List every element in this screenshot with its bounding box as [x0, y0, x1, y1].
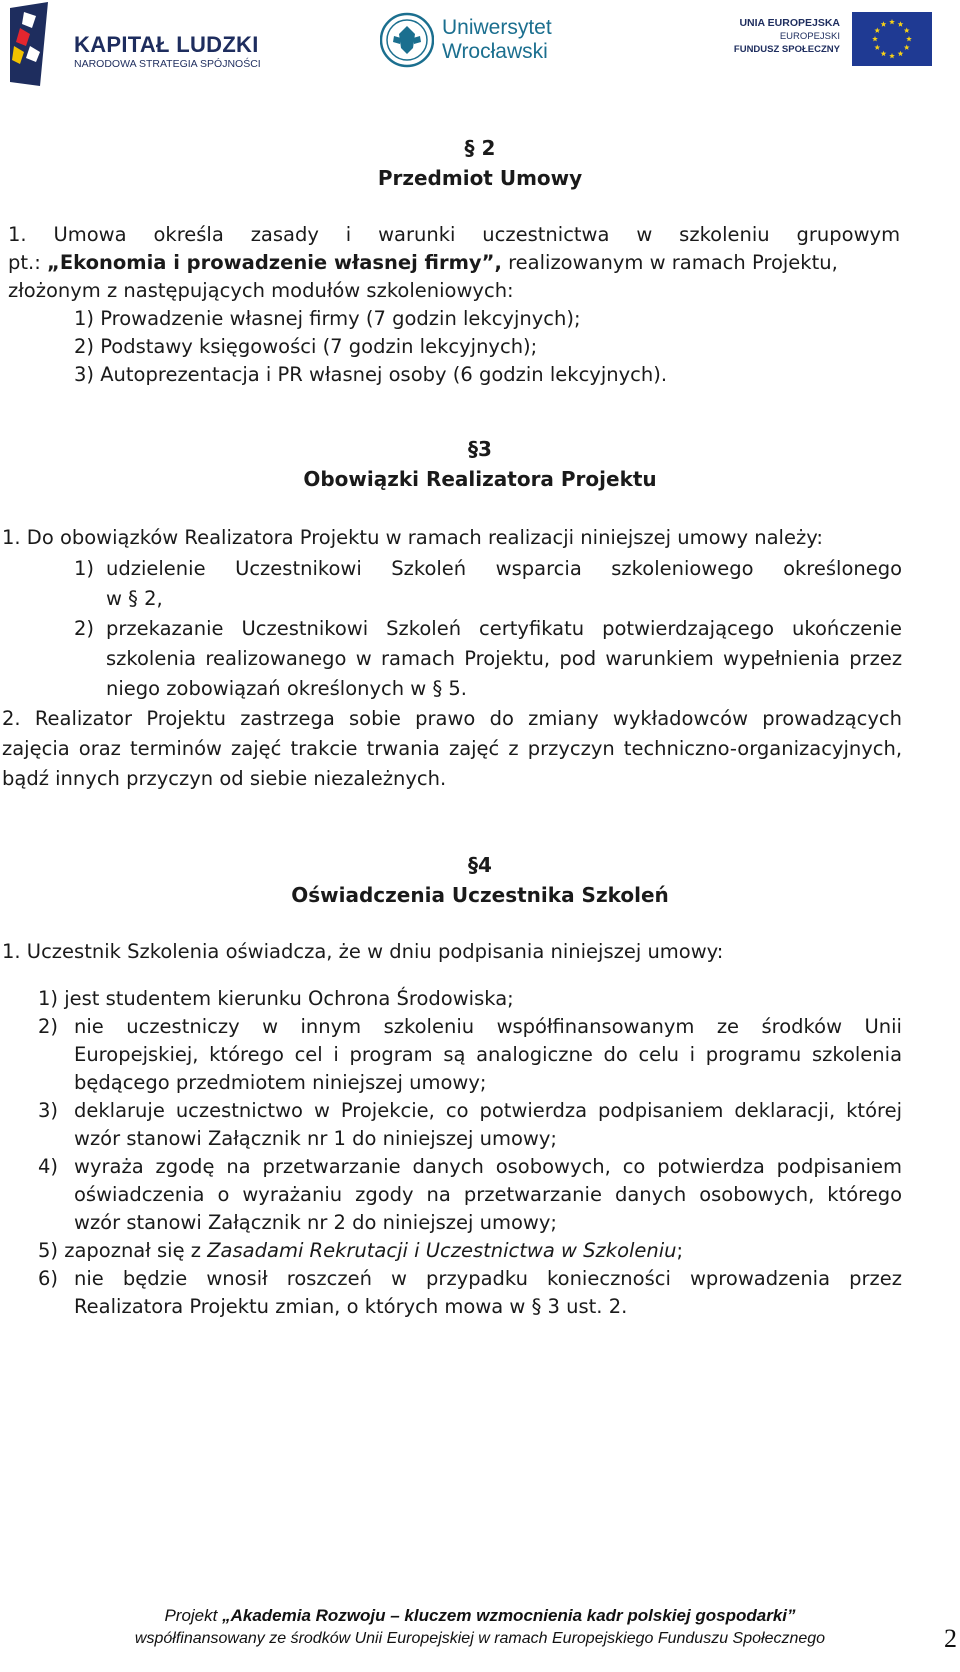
- word: zgody: [355, 1183, 414, 1206]
- section-2-paragraph-line1: [8, 220, 900, 250]
- word: danych: [614, 1183, 687, 1206]
- word: nie: [74, 1267, 104, 1290]
- word: analogiczne: [476, 1043, 593, 1066]
- eu-line2: EUROPEJSKI: [779, 31, 840, 42]
- word: potwierdzającego: [602, 617, 775, 640]
- obligation-item-1-line1: [106, 554, 902, 584]
- word: której: [846, 1099, 903, 1122]
- word: na: [226, 1155, 251, 1178]
- word: Unii: [864, 1015, 902, 1038]
- word: uczestniczy: [126, 1015, 240, 1038]
- word: Realizator: [34, 707, 133, 730]
- list-number: 1): [74, 557, 95, 580]
- word: środków: [761, 1015, 843, 1038]
- word: szkoleniowego: [611, 557, 754, 580]
- page-header: [0, 0, 960, 96]
- section-3-title: Obowiązki Realizatora Projektu: [303, 467, 657, 491]
- word: wykładowców: [612, 707, 749, 730]
- word: nie: [74, 1015, 104, 1038]
- declaration-item-4-line1: [74, 1152, 902, 1182]
- project-name: „Akademia Rozwoju – kluczem wzmocnienia kadr polskiej gospodarki”: [222, 1606, 796, 1625]
- word: szkoleniu: [383, 1015, 475, 1038]
- word: trwania: [366, 737, 440, 760]
- word: i: [333, 1043, 339, 1066]
- word: i: [689, 1043, 696, 1066]
- word: w: [391, 1267, 407, 1290]
- word: pod: [559, 647, 597, 670]
- word: przetwarzanie: [463, 1183, 602, 1206]
- section-2-title: Przedmiot Umowy: [377, 166, 583, 190]
- word: zgodę: [155, 1155, 215, 1178]
- word: prawo: [415, 707, 476, 730]
- module-item-1: 1) Prowadzenie własnej firmy (7 godzin lekcyjnych);: [74, 307, 581, 330]
- word: cel: [294, 1043, 323, 1066]
- word: co: [445, 1099, 469, 1122]
- word: będzie: [122, 1267, 188, 1290]
- word: program: [349, 1043, 433, 1066]
- section-3-paragraph-2-line1: [2, 704, 902, 734]
- word: Szkoleń: [391, 557, 467, 580]
- word: innym: [300, 1015, 362, 1038]
- training-name: „Ekonomia i prowadzenie własnej firmy”,: [47, 251, 502, 274]
- section-2-paragraph-line3: złożonym z następujących modułów szkoleniowych:: [8, 279, 514, 302]
- word: szkoleniu: [679, 223, 770, 246]
- declaration-item-5: [38, 1236, 683, 1266]
- word: co: [622, 1155, 646, 1178]
- word: warunkiem: [605, 647, 714, 670]
- list-number: 4): [38, 1155, 59, 1178]
- word: o: [217, 1183, 230, 1206]
- section-3-paragraph-1: 1. Do obowiązków Realizatora Projektu w ramach realizacji niniejszej umowy należy:: [2, 526, 823, 549]
- word: przez: [849, 647, 903, 670]
- word: osobowych,: [495, 1155, 611, 1178]
- word: zastrzega: [240, 707, 335, 730]
- word: techniczno-organizacyjnych,: [623, 737, 903, 760]
- page-number: 2: [944, 1624, 957, 1653]
- word: określonego: [783, 557, 903, 580]
- word: Projektu: [146, 707, 226, 730]
- word: przekazanie: [106, 617, 224, 640]
- word: grupowym: [796, 223, 901, 246]
- word: sobie: [349, 707, 401, 730]
- word: do: [489, 707, 514, 730]
- eu-logo: [733, 10, 932, 66]
- eu-flag-icon: [852, 12, 932, 66]
- section-3-number: §3: [468, 437, 492, 461]
- declaration-item-1: 1) jest studentem kierunku Ochrona Środowiska;: [38, 987, 514, 1010]
- section-4-title: Oświadczenia Uczestnika Szkoleń: [291, 883, 669, 907]
- word: zasady: [250, 223, 319, 246]
- footer-line-2: współfinansowany ze środków Unii Europejskiej w ramach Europejskiego Funduszu Społecznego: [134, 1630, 826, 1647]
- word: Umowa: [53, 223, 127, 246]
- obligation-item-2-line1: [106, 614, 902, 644]
- word: prowadzących: [762, 707, 902, 730]
- word: w: [313, 1099, 330, 1122]
- word: współfinansowanym: [496, 1015, 695, 1038]
- word: ze: [716, 1015, 740, 1038]
- declaration-item-2-line1: [74, 1012, 902, 1042]
- word: którego: [209, 1043, 284, 1066]
- word: są: [443, 1043, 466, 1066]
- word: którego: [827, 1183, 903, 1206]
- word: Projekcie,: [340, 1099, 435, 1122]
- declaration-item-6-line2: Realizatora Projektu zmian, o których mowa w § 3 ust. 2.: [74, 1295, 628, 1318]
- word: w: [355, 647, 372, 670]
- word: 2.: [2, 707, 21, 730]
- declaration-item-3-line2: wzór stanowi Załącznik nr 1 do niniejszej umowy;: [74, 1127, 557, 1150]
- word: konieczności: [547, 1267, 671, 1290]
- section-4-paragraph-1: 1. Uczestnik Szkolenia oświadcza, że w dniu podpisania niniejszej umowy:: [2, 940, 724, 963]
- word: szkolenia: [106, 647, 197, 670]
- word: Uczestnikowi: [241, 617, 369, 640]
- university-crest-icon: [380, 12, 434, 68]
- word: potwierdza: [479, 1099, 588, 1122]
- module-item-2: 2) Podstawy księgowości (7 godzin lekcyjnych);: [74, 335, 538, 358]
- word: trakcie: [290, 737, 358, 760]
- university-name-line1: Uniwersytet: [442, 16, 552, 39]
- list-number: 2): [74, 617, 95, 640]
- word: wprowadzenia: [689, 1267, 831, 1290]
- word: osobowych,: [699, 1183, 815, 1206]
- university-logo: [380, 12, 580, 72]
- section-3-paragraph-2-line2: [2, 734, 902, 764]
- word: przez: [849, 1267, 902, 1290]
- kapital-ludzki-logo: [10, 2, 272, 86]
- word: ukończenie: [792, 617, 903, 640]
- word: oświadczenia: [74, 1183, 205, 1206]
- declaration-item-2-line2: [74, 1040, 902, 1070]
- word: Uczestnikowi: [235, 557, 362, 580]
- word: wyrażaniu: [242, 1183, 343, 1206]
- text: pt.:: [8, 251, 47, 274]
- word: wsparcia: [495, 557, 582, 580]
- eu-logo-text: [734, 16, 840, 56]
- list-number: 2): [38, 1015, 59, 1038]
- text: realizowanym w ramach Projektu,: [501, 251, 838, 274]
- kapital-ludzki-title: KAPITAŁ LUDZKI: [74, 32, 259, 57]
- word: zmiany: [528, 707, 599, 730]
- word: przyczyn: [527, 737, 615, 760]
- text: Projekt: [164, 1606, 223, 1625]
- word: deklaruje: [74, 1099, 165, 1122]
- section-2-number: § 2: [464, 136, 496, 160]
- word: w: [262, 1015, 279, 1038]
- footer-line-1: [0, 1606, 960, 1626]
- word: udzielenie: [106, 557, 206, 580]
- word: i: [345, 223, 352, 246]
- declaration-item-4-line3: wzór stanowi Załącznik nr 2 do niniejszej umowy;: [74, 1211, 557, 1234]
- list-number: 3): [38, 1099, 59, 1122]
- declaration-item-4-line2: [74, 1180, 902, 1210]
- word: oraz: [78, 737, 121, 760]
- declaration-item-6-line1: [74, 1264, 902, 1294]
- kapital-ludzki-subtitle: NARODOWA STRATEGIA SPÓJNOŚCI: [74, 58, 261, 70]
- word: ramach: [380, 647, 455, 670]
- word: potwierdza: [657, 1155, 765, 1178]
- word: uczestnictwo: [175, 1099, 303, 1122]
- word: wyraża: [74, 1155, 144, 1178]
- word: 1.: [8, 223, 27, 246]
- document-reference: Zasadami Rekrutacji i Uczestnictwa w Szkoleniu: [207, 1239, 677, 1262]
- obligation-item-2-line2: [106, 644, 902, 674]
- word: zajęć: [231, 737, 282, 760]
- word: celu: [638, 1043, 679, 1066]
- word: do: [603, 1043, 628, 1066]
- word: wypełnienia: [723, 647, 840, 670]
- list-number: 6): [38, 1267, 59, 1290]
- word: w: [636, 223, 653, 246]
- eu-line3: FUNDUSZ SPOŁECZNY: [733, 44, 840, 55]
- word: Projektu,: [464, 647, 551, 670]
- declaration-item-2-line3: będącego przedmiotem niniejszej umowy;: [74, 1071, 487, 1094]
- word: roszczeń: [286, 1267, 372, 1290]
- word: przypadku: [426, 1267, 528, 1290]
- declaration-item-3-line1: [74, 1096, 902, 1126]
- word: zajęć: [448, 737, 500, 760]
- word: określa: [153, 223, 224, 246]
- word: programu: [705, 1043, 802, 1066]
- kapital-ludzki-emblem-icon: [10, 2, 62, 86]
- word: uczestnictwa: [482, 223, 610, 246]
- word: terminów: [130, 737, 222, 760]
- word: szkolenia: [811, 1043, 903, 1066]
- eu-line1: UNIA EUROPEJSKA: [739, 17, 840, 29]
- word: Europejskiej,: [74, 1043, 199, 1066]
- word: zajęcia: [2, 737, 70, 760]
- word: realizowanego: [205, 647, 347, 670]
- word: danych: [412, 1155, 484, 1178]
- university-name-line2: Wrocławski: [442, 40, 548, 63]
- word: Szkoleń: [386, 617, 462, 640]
- module-item-3: 3) Autoprezentacja i PR własnej osoby (6 godzin lekcyjnych).: [74, 363, 668, 386]
- obligation-item-2-line3: niego zobowiązań określonych w § 5.: [106, 677, 468, 700]
- word: wnosił: [206, 1267, 268, 1290]
- section-3-paragraph-2-line3: bądź innych przyczyn od siebie niezależnych.: [2, 767, 447, 790]
- section-4-number: §4: [468, 853, 492, 877]
- word: z: [508, 737, 519, 760]
- text: 5) zapoznał się z: [38, 1239, 208, 1262]
- word: podpisaniem: [598, 1099, 724, 1122]
- word: na: [426, 1183, 451, 1206]
- text: ;: [676, 1239, 684, 1262]
- word: podpisaniem: [776, 1155, 903, 1178]
- word: przetwarzanie: [262, 1155, 401, 1178]
- word: deklaracji,: [734, 1099, 836, 1122]
- obligation-item-1-line2: w § 2,: [106, 587, 163, 610]
- word: warunki: [378, 223, 456, 246]
- section-2-paragraph-line2: [8, 248, 838, 278]
- word: certyfikatu: [479, 617, 585, 640]
